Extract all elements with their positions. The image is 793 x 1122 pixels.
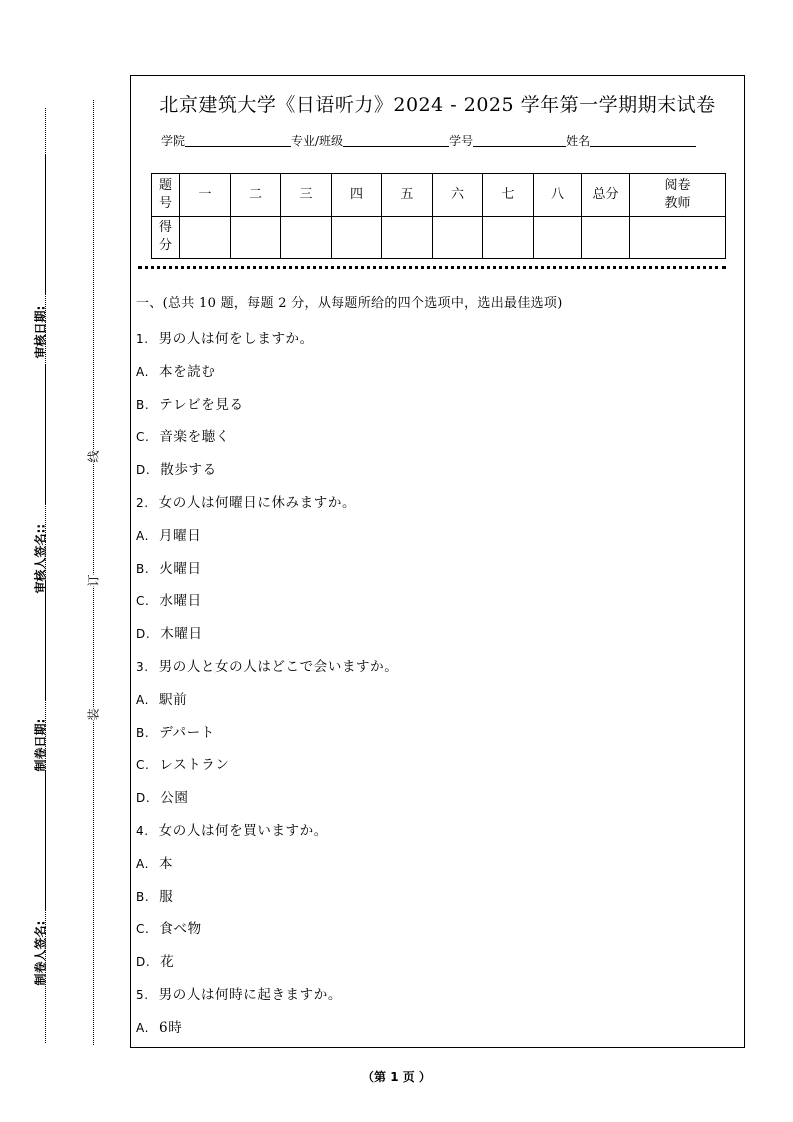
answer-option[interactable] — [136, 688, 187, 708]
line-marker: D. — [136, 955, 151, 970]
line-text: 本を読む — [159, 363, 216, 380]
answer-option[interactable] — [136, 721, 215, 741]
line-marker: B. — [136, 889, 150, 904]
exam-title: 北京建筑大学《日语听力》2024 - 2025 学年第一学期期末试卷 — [159, 94, 716, 116]
line-marker: 4. — [136, 824, 149, 838]
line-marker: B. — [136, 397, 150, 412]
binding-char-ding: 订 — [86, 574, 101, 587]
line-marker: B. — [136, 561, 150, 576]
dotted-divider — [138, 266, 726, 269]
line-marker: D. — [136, 791, 151, 806]
line-marker: C. — [136, 922, 150, 937]
cell-total: 总分 — [582, 174, 630, 217]
score-input-grader[interactable] — [630, 216, 726, 259]
line-text: デパート — [159, 724, 215, 741]
line-text: 火曜日 — [159, 560, 202, 577]
line-text: 女の人は何曜日に休みますか。 — [158, 495, 357, 511]
answer-option[interactable] — [136, 589, 202, 609]
line-text: 散歩する — [160, 462, 217, 479]
line-marker: B. — [136, 725, 150, 740]
score-input-q1[interactable] — [180, 216, 231, 259]
line-marker: A. — [136, 1020, 150, 1035]
cell-q7: 七 — [483, 174, 534, 217]
field-college-blank[interactable] — [185, 134, 291, 147]
line-text: 服 — [159, 888, 174, 905]
line-text: 食べ物 — [159, 921, 202, 938]
line-marker: 3. — [136, 660, 149, 674]
answer-option[interactable] — [136, 753, 230, 773]
field-major-blank[interactable] — [343, 134, 449, 147]
line-text: 木曜日 — [160, 626, 203, 643]
cell-defen: 得 分 — [152, 216, 180, 259]
line-text: 公園 — [160, 790, 189, 807]
field-id-label: 学号 — [449, 134, 474, 148]
line-text: 男の人と女の人はどこで会いますか。 — [158, 659, 399, 675]
question-stem — [136, 327, 314, 347]
line-marker: C. — [136, 594, 150, 609]
score-input-q8[interactable] — [534, 216, 582, 259]
score-input-total[interactable] — [582, 216, 630, 259]
line-marker: A. — [136, 692, 150, 707]
cell-q8: 八 — [534, 174, 582, 217]
line-text: 音楽を聴く — [159, 429, 230, 446]
answer-option[interactable] — [136, 786, 188, 806]
line-text: 女の人は何を買いますか。 — [158, 823, 328, 839]
binding-char-zhuang: 装 — [86, 708, 101, 721]
maker-sign-blank — [45, 770, 46, 910]
answer-option[interactable] — [136, 458, 217, 478]
line-text: レストラン — [159, 757, 230, 774]
cell-q2: 二 — [231, 174, 281, 217]
score-input-q2[interactable] — [231, 216, 281, 259]
cell-q1: 一 — [180, 174, 231, 217]
score-input-q7[interactable] — [483, 216, 534, 259]
line-text: 花 — [160, 954, 175, 971]
line-text: 6時 — [159, 1019, 183, 1036]
answer-option[interactable] — [136, 524, 201, 544]
line-text: 月曜日 — [159, 527, 202, 544]
line-text: 水曜日 — [159, 593, 202, 610]
line-marker: C. — [136, 758, 150, 773]
score-input-q4[interactable] — [332, 216, 382, 259]
answer-option[interactable] — [136, 557, 202, 577]
score-input-q3[interactable] — [281, 216, 332, 259]
make-date-blank — [45, 580, 46, 700]
question-stem — [136, 655, 398, 675]
auditor-sign-label: 审核人签名:: — [33, 523, 48, 594]
answer-option[interactable] — [136, 885, 173, 905]
auditor-sign-blank — [45, 365, 46, 505]
answer-option[interactable] — [136, 393, 244, 413]
cell-q4: 四 — [332, 174, 382, 217]
binding-dotted-line — [93, 100, 94, 1045]
cell-grader: 阅卷 教师 — [630, 174, 726, 217]
line-marker: 5. — [136, 988, 149, 1002]
line-text: 男の人は何時に起きますか。 — [158, 987, 342, 1003]
audit-date-blank — [45, 155, 46, 295]
question-stem — [136, 983, 342, 1003]
line-marker: A. — [136, 364, 150, 379]
score-header-row — [152, 174, 726, 217]
field-name-label: 姓名 — [566, 134, 591, 148]
field-major-label: 专业/班级 — [291, 134, 344, 148]
maker-sign-label: 制卷人签名: — [33, 920, 48, 986]
line-marker: C. — [136, 430, 150, 445]
student-info-line — [161, 132, 696, 149]
question-stem — [136, 819, 328, 839]
line-marker: 1. — [136, 332, 149, 346]
answer-option[interactable] — [136, 852, 173, 872]
binding-char-xian: 线 — [86, 450, 101, 463]
page-number: （第 1 页 ） — [362, 1070, 431, 1084]
score-input-q6[interactable] — [433, 216, 483, 259]
cell-q5: 五 — [382, 174, 433, 217]
score-table — [151, 173, 726, 259]
section-heading: 一、(总共 10 题，每题 2 分，从每题所给的四个选项中，选出最佳选项) — [136, 296, 563, 311]
line-marker: 2. — [136, 496, 149, 510]
line-text: 本 — [159, 855, 174, 872]
cell-q3: 三 — [281, 174, 332, 217]
line-text: 男の人は何をしますか。 — [158, 331, 314, 347]
answer-option[interactable] — [136, 622, 203, 642]
score-value-row — [152, 216, 726, 259]
field-college-label: 学院 — [161, 134, 186, 148]
answer-option[interactable] — [136, 1016, 182, 1036]
line-text: テレビを見る — [159, 396, 244, 413]
answer-option[interactable] — [136, 917, 202, 937]
line-marker: A. — [136, 856, 150, 871]
field-id-blank[interactable] — [473, 134, 566, 147]
line-marker: A. — [136, 528, 150, 543]
score-input-q5[interactable] — [382, 216, 433, 259]
cell-tihao: 题 号 — [152, 174, 180, 217]
answer-option[interactable] — [136, 950, 174, 970]
answer-option[interactable] — [136, 425, 230, 445]
cell-q6: 六 — [433, 174, 483, 217]
line-marker: D. — [136, 627, 151, 642]
line-text: 駅前 — [159, 691, 188, 708]
audit-date-label: 审核日期: — [33, 305, 48, 359]
line-marker: D. — [136, 463, 151, 478]
make-date-label: 制卷日期: — [33, 718, 48, 772]
answer-option[interactable] — [136, 360, 215, 380]
exam-frame — [130, 75, 745, 1048]
field-name-blank[interactable] — [590, 134, 696, 147]
question-stem — [136, 491, 356, 511]
